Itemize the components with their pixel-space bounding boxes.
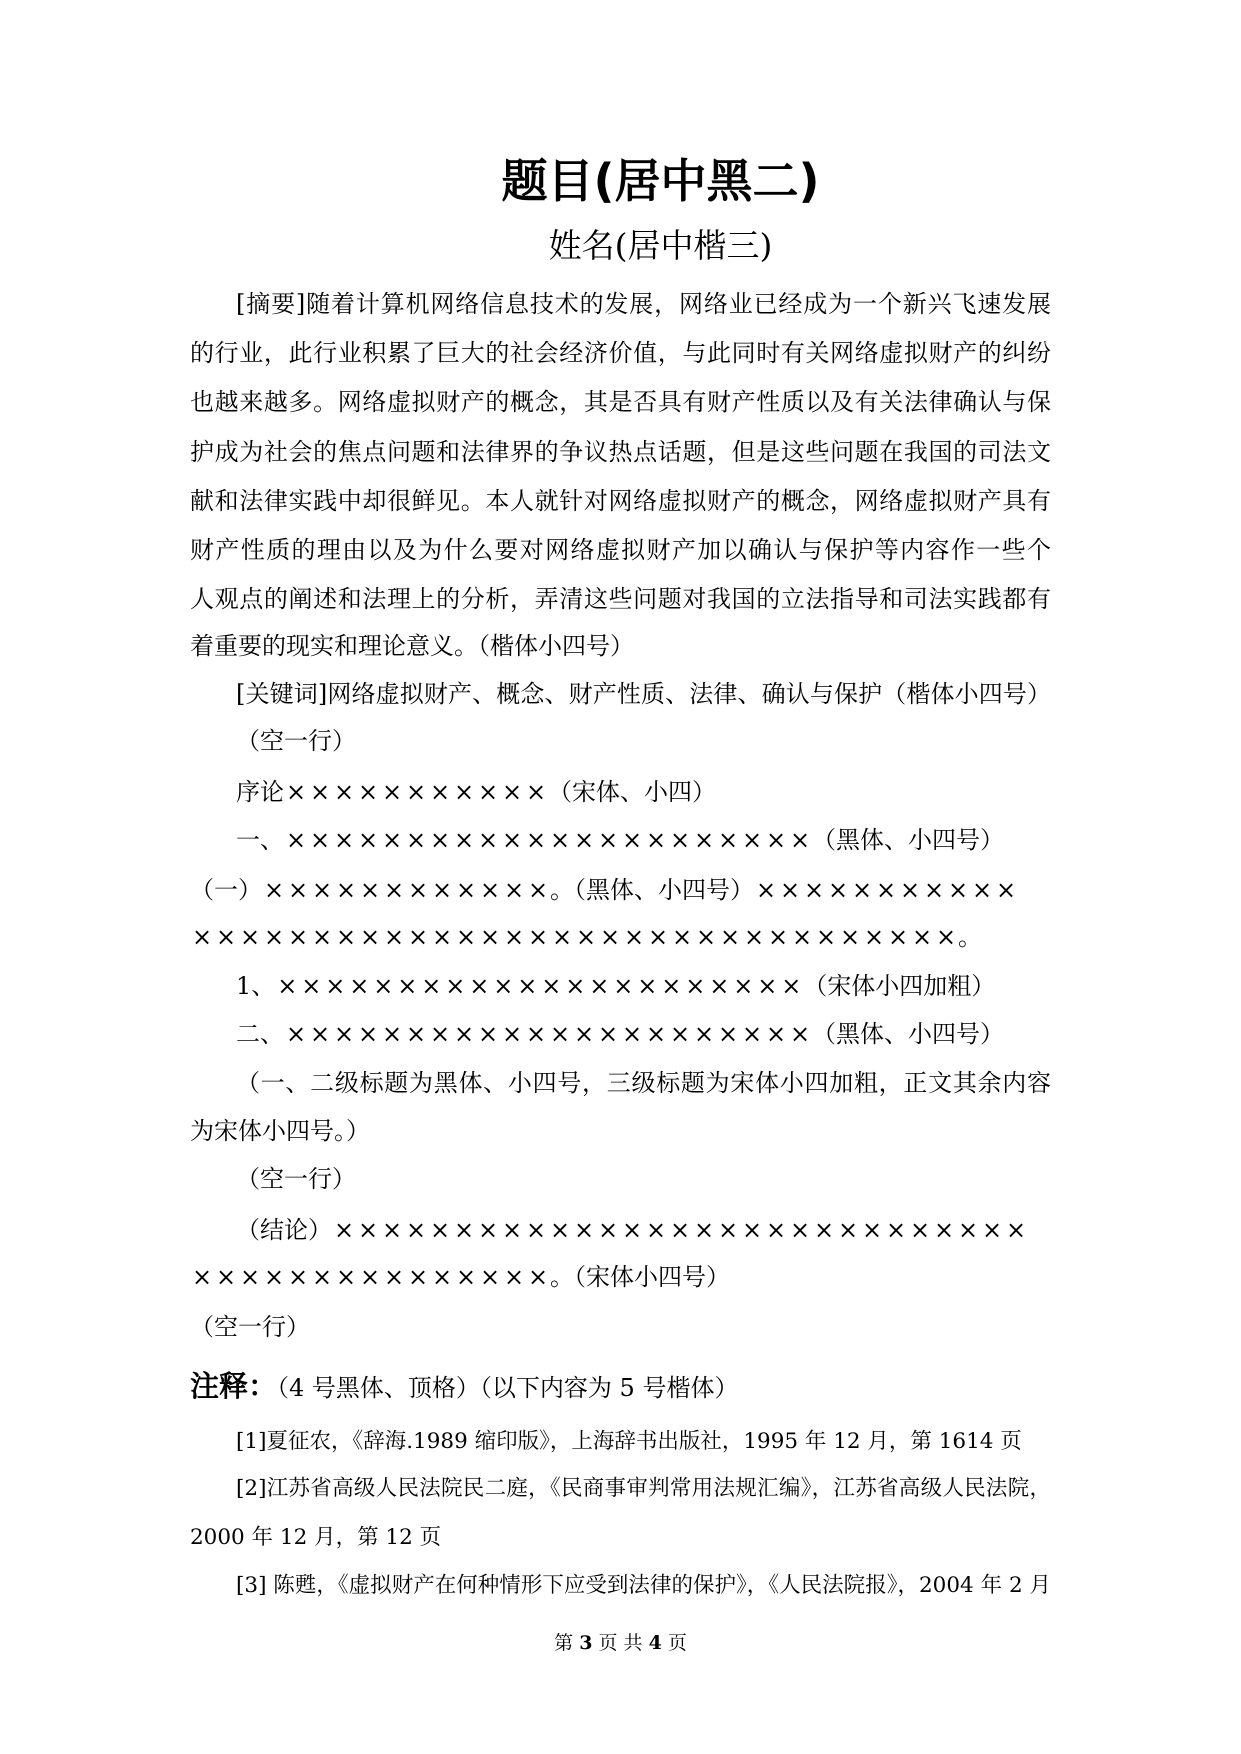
placeholder-cross: × xyxy=(935,923,957,951)
placeholder-cross: × xyxy=(789,1020,811,1048)
placeholder-cross: × xyxy=(717,1020,739,1048)
placeholder-cross: × xyxy=(357,1216,379,1244)
placeholder-cross: × xyxy=(383,923,405,951)
placeholder-cross: × xyxy=(911,923,933,951)
placeholder-cross: × xyxy=(359,876,381,904)
placeholder-cross: × xyxy=(995,876,1017,904)
placeholder-cross: × xyxy=(669,1216,691,1244)
placeholder-cross: × xyxy=(287,876,309,904)
placeholder-cross: × xyxy=(971,876,993,904)
placeholder-cross: × xyxy=(573,1216,595,1244)
placeholder-cross: × xyxy=(383,1263,405,1291)
placeholder-cross: × xyxy=(549,826,571,854)
placeholder-cross: × xyxy=(733,972,754,1000)
placeholder-cross: × xyxy=(765,826,787,854)
placeholder-cross: × xyxy=(357,778,379,806)
abstract-line: 财产性质的理由以及为什么要对网络虚拟财产加以确认与保护等内容作一些个 xyxy=(190,536,1051,564)
keywords-line: [关键词]网络虚拟财产、概念、财产性质、法律、确认与保护（楷体小四号） xyxy=(236,680,1051,708)
abstract-line: 也越来越多。网络虚拟财产的概念，其是否具有财产性质以及有关法律确认与保 xyxy=(190,388,1051,416)
placeholder-cross: × xyxy=(875,876,897,904)
placeholder-cross: × xyxy=(381,1020,403,1048)
placeholder-cross: × xyxy=(453,1216,475,1244)
placeholder-cross: × xyxy=(525,826,547,854)
placeholder-cross: × xyxy=(741,826,763,854)
placeholder-cross: × xyxy=(527,876,549,904)
conclusion-line: （结论）× × × × × × × × × × × × × × × × × × × × × × × × × × × × × xyxy=(236,1206,1028,1254)
placeholder-cross: × xyxy=(239,923,261,951)
section-heading: 二、× × × × × × × × × × × × × × × × × × × × × ×（黑体、小四号） xyxy=(236,1010,1004,1058)
placeholder-cross: × xyxy=(597,1216,619,1244)
page-number-current: 3 xyxy=(579,1632,593,1654)
placeholder-cross: × xyxy=(325,972,346,1000)
placeholder-cross: × xyxy=(381,826,403,854)
reference-item-continuation: 2000 年 12 月，第 12 页 xyxy=(190,1525,442,1550)
placeholder-cross: × xyxy=(717,1216,739,1244)
placeholder-cross: × xyxy=(479,876,501,904)
placeholder-cross: × xyxy=(309,826,331,854)
placeholder-cross: × xyxy=(693,826,715,854)
placeholder-cross: × xyxy=(215,1263,237,1291)
placeholder-cross: × xyxy=(397,972,418,1000)
placeholder-cross: × xyxy=(477,1020,499,1048)
placeholder-cross: × xyxy=(453,1020,475,1048)
placeholder-cross: × xyxy=(373,972,394,1000)
placeholder-cross: × xyxy=(501,1216,523,1244)
subsection-line: （一）× × × × × × × × × × × ×。（黑体、小四号）× × × × × × × × × × × xyxy=(190,866,1018,914)
subsection-line: × × × × × × × × × × × × × × × × × × × × × × × × × × × × × × × ×。 xyxy=(190,913,982,961)
placeholder-cross: × xyxy=(669,826,691,854)
format-note-line: 为宋体小四号。） xyxy=(190,1117,370,1145)
blank-line-note: （空一行） xyxy=(236,727,356,755)
footer-prefix: 第 xyxy=(554,1632,574,1654)
placeholder-cross: × xyxy=(381,1216,403,1244)
placeholder-cross: × xyxy=(503,876,525,904)
placeholder-cross: × xyxy=(549,1020,571,1048)
placeholder-cross: × xyxy=(637,972,658,1000)
placeholder-cross: × xyxy=(263,876,285,904)
placeholder-cross: × xyxy=(765,1216,787,1244)
placeholder-cross: × xyxy=(333,1216,355,1244)
placeholder-cross: × xyxy=(933,1216,955,1244)
placeholder-cross: × xyxy=(803,876,825,904)
placeholder-cross: × xyxy=(621,826,643,854)
placeholder-cross: × xyxy=(573,826,595,854)
placeholder-cross: × xyxy=(407,923,429,951)
abstract-line: 护成为社会的焦点问题和法律界的争议热点话题，但是这些问题在我国的司法文 xyxy=(190,438,1051,466)
placeholder-cross: × xyxy=(525,778,547,806)
placeholder-cross: × xyxy=(525,1216,547,1244)
placeholder-cross: × xyxy=(741,1020,763,1048)
placeholder-cross: × xyxy=(573,1020,595,1048)
placeholder-cross: × xyxy=(493,972,514,1000)
footer-suffix: 页 xyxy=(667,1632,687,1654)
placeholder-cross: × xyxy=(947,876,969,904)
placeholder-cross: × xyxy=(647,923,669,951)
section-heading: 一、× × × × × × × × × × × × × × × × × × × × × ×（黑体、小四号） xyxy=(236,816,1004,864)
placeholder-cross: × xyxy=(779,876,801,904)
placeholder-cross: × xyxy=(215,923,237,951)
page-footer xyxy=(0,1630,1241,1656)
placeholder-cross: × xyxy=(429,1020,451,1048)
placeholder-cross: × xyxy=(837,1216,859,1244)
placeholder-cross: × xyxy=(645,1020,667,1048)
placeholder-cross: × xyxy=(405,826,427,854)
placeholder-cross: × xyxy=(429,1216,451,1244)
placeholder-cross: × xyxy=(741,1216,763,1244)
subsubsection-heading: 1、× × × × × × × × × × × × × × × × × × × × × ×（宋体小四加粗） xyxy=(236,962,995,1010)
notes-label: 注释： xyxy=(190,1369,278,1403)
placeholder-cross: × xyxy=(383,876,405,904)
page-number-total: 4 xyxy=(648,1632,662,1654)
placeholder-cross: × xyxy=(693,1020,715,1048)
placeholder-cross: × xyxy=(923,876,945,904)
placeholder-cross: × xyxy=(767,923,789,951)
placeholder-cross: × xyxy=(839,923,861,951)
placeholder-cross: × xyxy=(693,1216,715,1244)
abstract-line: 献和法律实践中却很鲜见。本人就针对网络虚拟财产的概念，网络虚拟财产具有 xyxy=(190,487,1051,515)
placeholder-cross: × xyxy=(405,778,427,806)
placeholder-cross: × xyxy=(815,923,837,951)
placeholder-cross: × xyxy=(405,1020,427,1048)
placeholder-cross: × xyxy=(501,1020,523,1048)
placeholder-cross: × xyxy=(357,826,379,854)
placeholder-cross: × xyxy=(407,876,429,904)
placeholder-cross: × xyxy=(621,1216,643,1244)
placeholder-cross: × xyxy=(453,778,475,806)
placeholder-cross: × xyxy=(597,1020,619,1048)
placeholder-cross: × xyxy=(863,923,885,951)
placeholder-cross: × xyxy=(311,876,333,904)
placeholder-cross: × xyxy=(263,1263,285,1291)
document-title: 题目(居中黑二) xyxy=(501,154,820,208)
placeholder-cross: × xyxy=(669,1020,691,1048)
placeholder-cross: × xyxy=(621,1020,643,1048)
placeholder-cross: × xyxy=(789,1216,811,1244)
blank-line-note: （空一行） xyxy=(236,1165,356,1193)
format-note-line: （一、二级标题为黑体、小四号，三级标题为宋体小四加粗，正文其余内容 xyxy=(236,1069,1051,1097)
placeholder-cross: × xyxy=(813,1216,835,1244)
placeholder-cross: × xyxy=(431,876,453,904)
placeholder-cross: × xyxy=(335,1263,357,1291)
footer-middle: 页 共 xyxy=(598,1632,643,1654)
placeholder-cross: × xyxy=(477,826,499,854)
placeholder-cross: × xyxy=(429,826,451,854)
placeholder-cross: × xyxy=(517,972,538,1000)
placeholder-cross: × xyxy=(357,1020,379,1048)
placeholder-cross: × xyxy=(661,972,682,1000)
placeholder-cross: × xyxy=(301,972,322,1000)
placeholder-cross: × xyxy=(455,923,477,951)
placeholder-cross: × xyxy=(239,1263,261,1291)
abstract-line: 的行业，此行业积累了巨大的社会经济价值，与此同时有关网络虚拟财产的纠纷 xyxy=(190,339,1051,367)
placeholder-cross: × xyxy=(685,972,706,1000)
introduction-heading: 序论× × × × × × × × × × ×（宋体、小四） xyxy=(236,768,716,816)
placeholder-cross: × xyxy=(405,1216,427,1244)
placeholder-cross: × xyxy=(717,826,739,854)
placeholder-cross: × xyxy=(861,1216,883,1244)
author-name: 姓名(居中楷三) xyxy=(548,226,773,265)
reference-item: [1]夏征农，《辞海.1989 缩印版》，上海辞书出版社，1995 年 12 月，第 1614 页 xyxy=(236,1429,1022,1454)
placeholder-cross: × xyxy=(885,1216,907,1244)
placeholder-cross: × xyxy=(791,923,813,951)
placeholder-cross: × xyxy=(311,923,333,951)
placeholder-cross: × xyxy=(851,876,873,904)
placeholder-cross: × xyxy=(645,826,667,854)
placeholder-cross: × xyxy=(431,923,453,951)
placeholder-cross: × xyxy=(407,1263,429,1291)
placeholder-cross: × xyxy=(827,876,849,904)
placeholder-cross: × xyxy=(285,778,307,806)
placeholder-cross: × xyxy=(455,1263,477,1291)
placeholder-cross: × xyxy=(309,1020,331,1048)
placeholder-cross: × xyxy=(335,923,357,951)
reference-item: [3] 陈甦，《虚拟财产在何种情形下应受到法律的保护》，《人民法院报》，2004 年 2 月 xyxy=(236,1573,1051,1598)
placeholder-cross: × xyxy=(909,1216,931,1244)
placeholder-cross: × xyxy=(527,923,549,951)
placeholder-cross: × xyxy=(887,923,909,951)
placeholder-cross: × xyxy=(957,1216,979,1244)
placeholder-cross: × xyxy=(527,1263,549,1291)
abstract-line: [摘要]随着计算机网络信息技术的发展，网络业已经成为一个新兴飞速发展 xyxy=(236,290,1051,318)
notes-heading xyxy=(190,1362,738,1410)
placeholder-cross: × xyxy=(755,876,777,904)
placeholder-cross: × xyxy=(757,972,778,1000)
placeholder-cross: × xyxy=(263,923,285,951)
placeholder-cross: × xyxy=(285,1020,307,1048)
placeholder-cross: × xyxy=(789,826,811,854)
placeholder-cross: × xyxy=(719,923,741,951)
placeholder-cross: × xyxy=(551,923,573,951)
placeholder-cross: × xyxy=(1005,1216,1027,1244)
placeholder-cross: × xyxy=(623,923,645,951)
placeholder-cross: × xyxy=(431,1263,453,1291)
placeholder-cross: × xyxy=(645,1216,667,1244)
placeholder-cross: × xyxy=(671,923,693,951)
placeholder-cross: × xyxy=(501,826,523,854)
placeholder-cross: × xyxy=(541,972,562,1000)
placeholder-cross: × xyxy=(479,1263,501,1291)
blank-line-note: （空一行） xyxy=(190,1313,310,1341)
placeholder-cross: × xyxy=(469,972,490,1000)
placeholder-cross: × xyxy=(349,972,370,1000)
placeholder-cross: × xyxy=(381,778,403,806)
placeholder-cross: × xyxy=(503,1263,525,1291)
placeholder-cross: × xyxy=(613,972,634,1000)
placeholder-cross: × xyxy=(421,972,442,1000)
placeholder-cross: × xyxy=(599,923,621,951)
notes-instruction: （4 号黑体、顶格）（以下内容为 5 号楷体） xyxy=(277,1374,739,1402)
placeholder-cross: × xyxy=(743,923,765,951)
placeholder-cross: × xyxy=(359,1263,381,1291)
placeholder-cross: × xyxy=(781,972,802,1000)
placeholder-cross: × xyxy=(333,826,355,854)
placeholder-cross: × xyxy=(429,778,451,806)
placeholder-cross: × xyxy=(549,1216,571,1244)
conclusion-line: × × × × × × × × × × × × × × ×。（宋体小四号） xyxy=(190,1253,730,1301)
placeholder-cross: × xyxy=(455,876,477,904)
placeholder-cross: × xyxy=(287,1263,309,1291)
placeholder-cross: × xyxy=(503,923,525,951)
placeholder-cross: × xyxy=(453,826,475,854)
placeholder-cross: × xyxy=(333,778,355,806)
placeholder-cross: × xyxy=(445,972,466,1000)
placeholder-cross: × xyxy=(695,923,717,951)
placeholder-cross: × xyxy=(309,778,331,806)
placeholder-cross: × xyxy=(981,1216,1003,1244)
placeholder-cross: × xyxy=(477,778,499,806)
abstract-line: 人观点的阐述和法理上的分析，弄清这些问题对我国的立法指导和司法实践都有 xyxy=(190,585,1051,613)
placeholder-cross: × xyxy=(479,923,501,951)
placeholder-cross: × xyxy=(525,1020,547,1048)
placeholder-cross: × xyxy=(565,972,586,1000)
placeholder-cross: × xyxy=(335,876,357,904)
placeholder-cross: × xyxy=(277,972,298,1000)
placeholder-cross: × xyxy=(191,1263,213,1291)
placeholder-cross: × xyxy=(709,972,730,1000)
placeholder-cross: × xyxy=(765,1020,787,1048)
reference-item: [2]江苏省高级人民法院民二庭，《民商事审判常用法规汇编》，江苏省高级人民法院， xyxy=(236,1476,1051,1501)
placeholder-cross: × xyxy=(575,923,597,951)
placeholder-cross: × xyxy=(899,876,921,904)
placeholder-cross: × xyxy=(477,1216,499,1244)
placeholder-cross: × xyxy=(501,778,523,806)
placeholder-cross: × xyxy=(333,1020,355,1048)
placeholder-cross: × xyxy=(285,826,307,854)
placeholder-cross: × xyxy=(191,923,213,951)
placeholder-cross: × xyxy=(589,972,610,1000)
abstract-line: 着重要的现实和理论意义。（楷体小四号） xyxy=(190,632,634,660)
placeholder-cross: × xyxy=(311,1263,333,1291)
placeholder-cross: × xyxy=(359,923,381,951)
placeholder-cross: × xyxy=(597,826,619,854)
placeholder-cross: × xyxy=(287,923,309,951)
